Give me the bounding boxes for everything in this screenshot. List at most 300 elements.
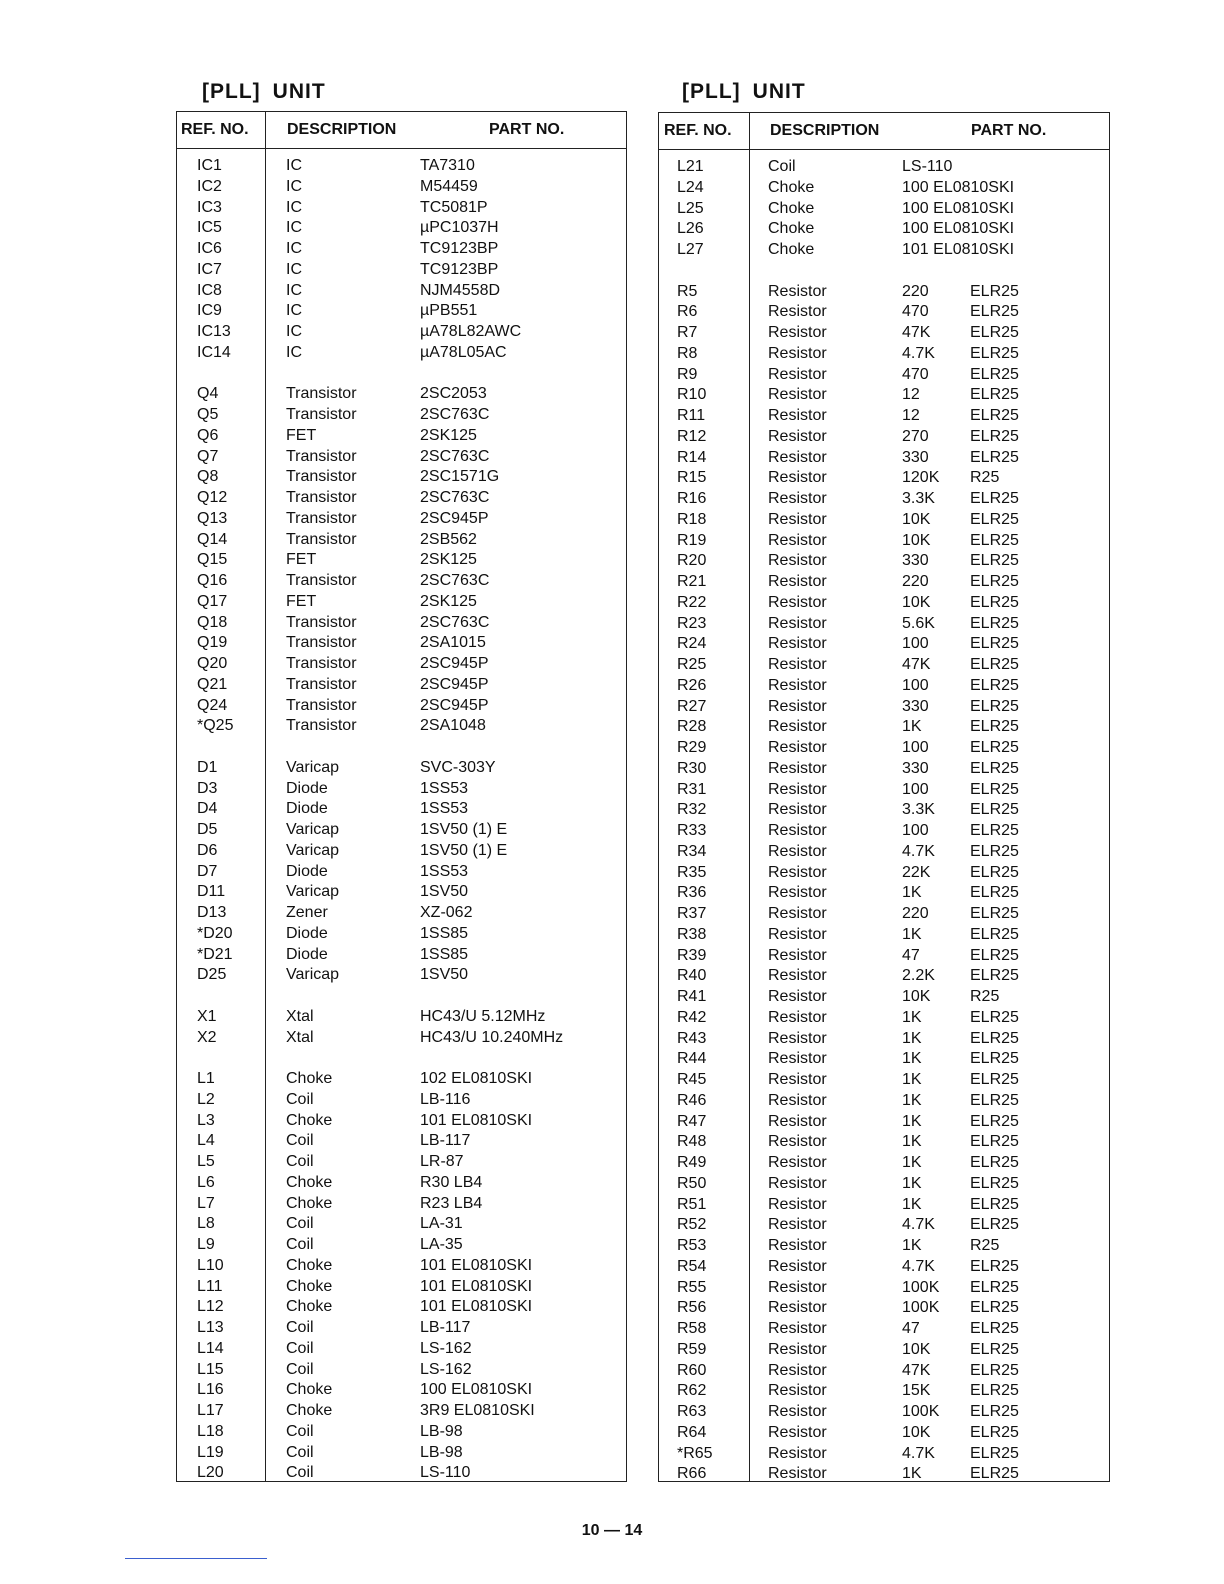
ref-cell: D3	[197, 779, 218, 797]
ref-cell: D11	[197, 883, 226, 901]
part-cell: LA-35	[420, 1236, 463, 1253]
right-unit-title	[682, 80, 806, 104]
part-cell: LB-98	[420, 1443, 463, 1461]
part-cell: 22K	[902, 863, 931, 881]
table-row	[659, 365, 1109, 386]
description-cell: Resistor	[768, 1444, 827, 1462]
table-row	[659, 1153, 1109, 1174]
right-header-part: PART NO.	[971, 122, 1047, 139]
ref-cell: R40	[677, 967, 707, 985]
part-type-cell: ELR25	[970, 1216, 1019, 1234]
ref-cell: R63	[677, 1403, 707, 1420]
table-row	[177, 364, 626, 385]
part-type-cell: ELR25	[970, 1403, 1019, 1420]
table-row	[177, 177, 626, 198]
table-row	[659, 738, 1109, 759]
ref-cell: L17	[197, 1402, 224, 1419]
part-cell: 2SC945P	[420, 509, 489, 527]
table-row	[659, 1215, 1109, 1236]
table-row	[659, 800, 1109, 821]
part-type-cell: ELR25	[970, 1050, 1019, 1068]
description-cell: Resistor	[768, 427, 827, 445]
part-cell: TC9123BP	[420, 240, 499, 257]
table-row	[177, 965, 626, 986]
part-type-cell: R25	[970, 1237, 1000, 1254]
part-cell: LB-116	[420, 1090, 471, 1108]
part-cell: 12	[902, 407, 920, 424]
part-type-cell: ELR25	[970, 1154, 1019, 1171]
description-cell: Resistor	[768, 967, 827, 985]
part-type-cell: ELR25	[970, 614, 1019, 632]
part-type-cell: ELR25	[970, 427, 1019, 445]
table-row	[659, 904, 1109, 925]
table-row	[177, 405, 626, 426]
table-row	[659, 489, 1109, 510]
table-row	[177, 239, 626, 260]
part-type-cell: ELR25	[970, 1112, 1019, 1130]
part-type-cell: ELR25	[970, 1361, 1019, 1379]
table-row	[659, 572, 1109, 593]
part-cell: 1K	[902, 1071, 922, 1088]
description-cell: Transistor	[286, 655, 357, 672]
description-cell: Resistor	[768, 1237, 827, 1254]
part-type-cell: ELR25	[970, 635, 1019, 653]
part-type-cell: ELR25	[970, 842, 1019, 860]
part-cell: 1K	[902, 1174, 922, 1192]
part-type-cell: ELR25	[970, 801, 1019, 819]
table-row	[177, 986, 626, 1007]
table-row	[177, 799, 626, 820]
table-row	[177, 1297, 626, 1318]
description-cell: Resistor	[768, 946, 827, 964]
table-row	[659, 925, 1109, 946]
ref-cell: IC5	[197, 219, 222, 237]
description-cell: Resistor	[768, 344, 827, 362]
description-cell: Resistor	[768, 448, 827, 466]
part-cell: NJM4558D	[420, 281, 501, 299]
left-header-part: PART NO.	[489, 121, 565, 138]
table-row	[177, 1069, 626, 1090]
description-cell: Coil	[286, 1132, 314, 1150]
part-cell: 1SV50	[420, 883, 469, 901]
description-cell: Coil	[286, 1360, 314, 1378]
part-cell: 1SV50	[420, 966, 469, 984]
part-type-cell: ELR25	[970, 697, 1019, 715]
ref-cell: R59	[677, 1340, 707, 1358]
description-cell: FET	[286, 551, 317, 569]
description-cell: Resistor	[768, 739, 827, 756]
ref-cell: R10	[677, 386, 707, 404]
part-cell: 10K	[902, 988, 931, 1005]
table-row	[659, 634, 1109, 655]
part-type-cell: ELR25	[970, 1299, 1019, 1317]
table-row	[177, 779, 626, 800]
table-row	[177, 260, 626, 281]
ref-cell: D25	[197, 966, 227, 984]
part-cell: 3R9 EL0810SKI	[420, 1402, 535, 1419]
part-cell: 101 EL0810SKI	[420, 1277, 533, 1295]
ref-cell: *Q25	[197, 717, 234, 735]
part-cell: 12	[902, 386, 920, 404]
description-cell: Coil	[286, 1319, 314, 1336]
description-cell: Resistor	[768, 676, 827, 694]
table-row	[659, 199, 1109, 220]
ref-cell: R34	[677, 842, 707, 860]
part-cell: 1K	[902, 925, 922, 943]
table-row	[659, 1298, 1109, 1319]
part-cell: 2SK125	[420, 551, 477, 569]
part-cell: 100K	[902, 1299, 940, 1317]
ref-cell: IC2	[197, 177, 222, 195]
part-cell: LR-87	[420, 1153, 464, 1170]
ref-cell: L7	[197, 1194, 215, 1212]
part-type-cell: ELR25	[970, 448, 1019, 466]
description-cell: IC	[286, 281, 302, 299]
ref-cell: Q14	[197, 530, 228, 548]
table-row	[177, 841, 626, 862]
left-table-header	[177, 112, 626, 149]
ref-cell: R7	[677, 324, 698, 341]
table-row	[177, 198, 626, 219]
ref-cell: L8	[197, 1215, 215, 1233]
ref-cell: L1	[197, 1070, 215, 1087]
description-cell: Choke	[286, 1111, 333, 1129]
description-cell: Transistor	[286, 406, 357, 423]
ref-cell: R9	[677, 365, 698, 383]
part-cell: 100	[902, 676, 929, 694]
description-cell: Transistor	[286, 675, 357, 693]
table-row	[177, 156, 626, 177]
ref-cell: R23	[677, 614, 707, 632]
part-cell: 4.7K	[902, 344, 935, 362]
part-type-cell: ELR25	[970, 490, 1019, 507]
part-type-cell: ELR25	[970, 1257, 1019, 1275]
table-row	[177, 467, 626, 488]
ref-cell: L12	[197, 1298, 224, 1316]
part-type-cell: ELR25	[970, 282, 1019, 300]
description-cell: Choke	[286, 1070, 333, 1087]
part-cell: 330	[902, 697, 929, 715]
part-cell: 1K	[902, 1154, 922, 1171]
description-cell: Resistor	[768, 884, 827, 902]
part-type-cell: ELR25	[970, 1444, 1019, 1462]
ref-cell: R18	[677, 510, 707, 528]
ref-cell: R8	[677, 344, 698, 362]
ref-cell: IC3	[197, 198, 222, 216]
part-type-cell: ELR25	[970, 1465, 1019, 1483]
table-row	[659, 1049, 1109, 1070]
ref-cell: R26	[677, 676, 707, 694]
part-cell: 100 EL0810SKI	[420, 1381, 533, 1399]
part-type-cell: ELR25	[970, 1091, 1019, 1109]
description-cell: Resistor	[768, 988, 827, 1005]
part-type-cell: ELR25	[970, 1340, 1019, 1358]
table-row	[659, 1381, 1109, 1402]
table-row	[177, 1339, 626, 1360]
description-cell: Resistor	[768, 1029, 827, 1047]
table-row	[659, 1070, 1109, 1091]
table-row	[659, 157, 1109, 178]
description-cell: Coil	[286, 1153, 314, 1170]
ref-cell: R50	[677, 1174, 707, 1192]
part-cell: 10K	[902, 593, 931, 611]
table-row	[659, 531, 1109, 552]
part-cell: 15K	[902, 1382, 931, 1400]
table-row	[177, 218, 626, 239]
description-cell: Choke	[768, 220, 815, 238]
part-cell: 100	[902, 739, 929, 756]
part-cell: LS-162	[420, 1360, 472, 1378]
description-cell: Varicap	[286, 883, 340, 901]
ref-cell: R53	[677, 1237, 707, 1254]
part-cell: 220	[902, 573, 929, 590]
part-cell: 2SB562	[420, 530, 477, 548]
part-cell: 100	[902, 635, 929, 653]
description-cell: Diode	[286, 862, 328, 880]
table-row	[659, 1008, 1109, 1029]
part-cell: 100K	[902, 1278, 940, 1296]
table-row	[659, 385, 1109, 406]
ref-cell: L13	[197, 1319, 224, 1336]
table-row	[659, 406, 1109, 427]
right-parts-table	[658, 112, 1110, 1482]
part-cell: LS-110	[420, 1464, 471, 1482]
part-cell: TA7310	[420, 157, 475, 174]
part-cell: 1K	[902, 1237, 922, 1254]
table-row	[177, 1048, 626, 1069]
description-cell: Transistor	[286, 717, 357, 735]
description-cell: Transistor	[286, 489, 357, 506]
part-cell: 2SC945P	[420, 655, 489, 672]
description-cell: Varicap	[286, 966, 340, 984]
description-cell: Resistor	[768, 510, 827, 528]
part-cell: 2SC763C	[420, 489, 490, 506]
description-cell: Resistor	[768, 822, 827, 839]
table-row	[177, 758, 626, 779]
table-row	[659, 1319, 1109, 1340]
description-cell: Resistor	[768, 1299, 827, 1317]
table-row	[177, 903, 626, 924]
ref-cell: L11	[197, 1277, 223, 1295]
part-cell: 120K	[902, 469, 940, 487]
page-number: 10 — 14	[581, 1522, 643, 1539]
ref-cell: L6	[197, 1173, 215, 1191]
description-cell: Transistor	[286, 468, 357, 486]
part-cell: 10K	[902, 1423, 931, 1441]
part-cell: 1K	[902, 884, 922, 902]
table-row	[177, 1463, 626, 1484]
part-cell: µA78L82AWC	[420, 323, 522, 340]
description-cell: Transistor	[286, 634, 357, 652]
part-type-cell: ELR25	[970, 946, 1019, 964]
table-row	[659, 842, 1109, 863]
description-cell: Resistor	[768, 1403, 827, 1420]
part-cell: 5.6K	[902, 614, 935, 632]
table-row	[177, 550, 626, 571]
table-row	[659, 510, 1109, 531]
table-row	[177, 343, 626, 364]
part-cell: 330	[902, 448, 929, 466]
part-cell: M54459	[420, 177, 478, 195]
table-row	[177, 675, 626, 696]
ref-cell: R62	[677, 1382, 707, 1400]
part-cell: 2SC763C	[420, 572, 490, 589]
table-row	[659, 1091, 1109, 1112]
ref-cell: IC6	[197, 240, 222, 257]
ref-cell: D4	[197, 800, 218, 818]
description-cell: Resistor	[768, 1154, 827, 1171]
table-row	[177, 1131, 626, 1152]
description-cell: Resistor	[768, 1112, 827, 1130]
part-type-cell: ELR25	[970, 407, 1019, 424]
ref-cell: L25	[677, 199, 704, 217]
description-cell: Transistor	[286, 530, 357, 548]
part-cell: µA78L05AC	[420, 343, 507, 361]
part-type-cell: ELR25	[970, 510, 1019, 528]
part-cell: 101 EL0810SKI	[420, 1111, 533, 1129]
part-type-cell: ELR25	[970, 759, 1019, 777]
part-cell: 4.7K	[902, 1444, 935, 1462]
part-cell: 4.7K	[902, 842, 935, 860]
part-cell: 330	[902, 759, 929, 777]
part-cell: 10K	[902, 531, 931, 549]
ref-cell: R37	[677, 905, 707, 922]
table-row	[659, 468, 1109, 489]
table-row	[659, 655, 1109, 676]
description-cell: Resistor	[768, 324, 827, 341]
table-row	[659, 821, 1109, 842]
description-cell: Choke	[286, 1381, 333, 1399]
table-row	[177, 1422, 626, 1443]
description-cell: Resistor	[768, 1216, 827, 1234]
ref-cell: D6	[197, 841, 218, 859]
ref-cell: IC7	[197, 260, 222, 278]
table-row	[659, 1132, 1109, 1153]
description-cell: FET	[286, 592, 317, 610]
ref-cell: R14	[677, 448, 707, 466]
part-cell: 2SC763C	[420, 406, 490, 423]
part-type-cell: ELR25	[970, 676, 1019, 694]
part-type-cell: ELR25	[970, 1195, 1019, 1213]
table-row	[659, 1361, 1109, 1382]
description-cell: Resistor	[768, 697, 827, 715]
part-cell: 470	[902, 303, 929, 321]
description-cell: Resistor	[768, 386, 827, 404]
table-row	[177, 613, 626, 634]
left-parts-table	[176, 111, 627, 1482]
description-cell: Resistor	[768, 1071, 827, 1088]
description-cell: Resistor	[768, 1091, 827, 1109]
description-cell: IC	[286, 157, 302, 174]
table-row	[659, 282, 1109, 303]
table-row	[659, 697, 1109, 718]
description-cell: Diode	[286, 779, 328, 797]
table-row	[659, 344, 1109, 365]
part-type-cell: ELR25	[970, 365, 1019, 383]
part-type-cell: ELR25	[970, 863, 1019, 881]
description-cell: Resistor	[768, 863, 827, 881]
part-cell: 2SC763C	[420, 447, 490, 465]
table-row	[177, 716, 626, 737]
ref-cell: *D20	[197, 924, 233, 942]
description-cell: Choke	[768, 178, 815, 196]
part-cell: 47K	[902, 1361, 931, 1379]
description-cell: Zener	[286, 904, 328, 921]
ref-cell: R56	[677, 1299, 707, 1317]
description-cell: IC	[286, 323, 302, 340]
description-cell: Choke	[286, 1256, 333, 1274]
ref-cell: IC14	[197, 343, 231, 361]
table-row	[659, 261, 1109, 282]
part-cell: 100	[902, 780, 929, 798]
description-cell: Choke	[286, 1194, 333, 1212]
description-cell: Resistor	[768, 905, 827, 922]
ref-cell: Q12	[197, 489, 228, 506]
ref-cell: Q4	[197, 385, 219, 403]
part-cell: 1K	[902, 1112, 922, 1130]
ref-cell: Q5	[197, 406, 219, 423]
description-cell: Diode	[286, 800, 328, 818]
ref-cell: R24	[677, 635, 707, 653]
description-cell: Resistor	[768, 925, 827, 943]
ref-cell: L10	[197, 1256, 224, 1274]
part-cell: 2SC945P	[420, 675, 489, 693]
table-row	[659, 946, 1109, 967]
ref-cell: R45	[677, 1071, 707, 1088]
part-cell: 220	[902, 905, 929, 922]
table-row	[177, 447, 626, 468]
table-row	[659, 551, 1109, 572]
table-row	[177, 1090, 626, 1111]
table-row	[177, 509, 626, 530]
ref-cell: R31	[677, 780, 707, 798]
description-cell: Coil	[286, 1443, 314, 1461]
part-cell: 220	[902, 282, 929, 300]
description-cell: IC	[286, 302, 302, 320]
table-row	[177, 696, 626, 717]
table-row	[177, 1443, 626, 1464]
part-cell: 1SS53	[420, 862, 469, 880]
description-cell: Transistor	[286, 385, 357, 403]
table-row	[659, 1195, 1109, 1216]
table-row	[177, 1235, 626, 1256]
left-unit-title-word: UNIT	[272, 80, 326, 103]
ref-cell: R58	[677, 1320, 707, 1337]
right-table-header	[659, 113, 1109, 150]
description-cell: Xtal	[286, 1028, 314, 1046]
ref-cell: R11	[677, 407, 706, 424]
table-row	[659, 323, 1109, 344]
table-row	[177, 1214, 626, 1235]
description-cell: Choke	[286, 1173, 333, 1191]
part-cell: 270	[902, 427, 929, 445]
description-cell: Xtal	[286, 1007, 314, 1025]
description-cell: Resistor	[768, 780, 827, 798]
description-cell: IC	[286, 198, 302, 216]
ref-cell: Q6	[197, 426, 219, 444]
table-row	[659, 676, 1109, 697]
description-cell: Resistor	[768, 531, 827, 549]
table-row	[659, 593, 1109, 614]
table-row	[177, 592, 626, 613]
table-row	[177, 1360, 626, 1381]
ref-cell: R47	[677, 1112, 707, 1130]
part-cell: 2SC2053	[420, 385, 487, 403]
table-row	[177, 1256, 626, 1277]
description-cell: IC	[286, 260, 302, 278]
ref-cell: L27	[677, 241, 704, 258]
table-row	[177, 882, 626, 903]
